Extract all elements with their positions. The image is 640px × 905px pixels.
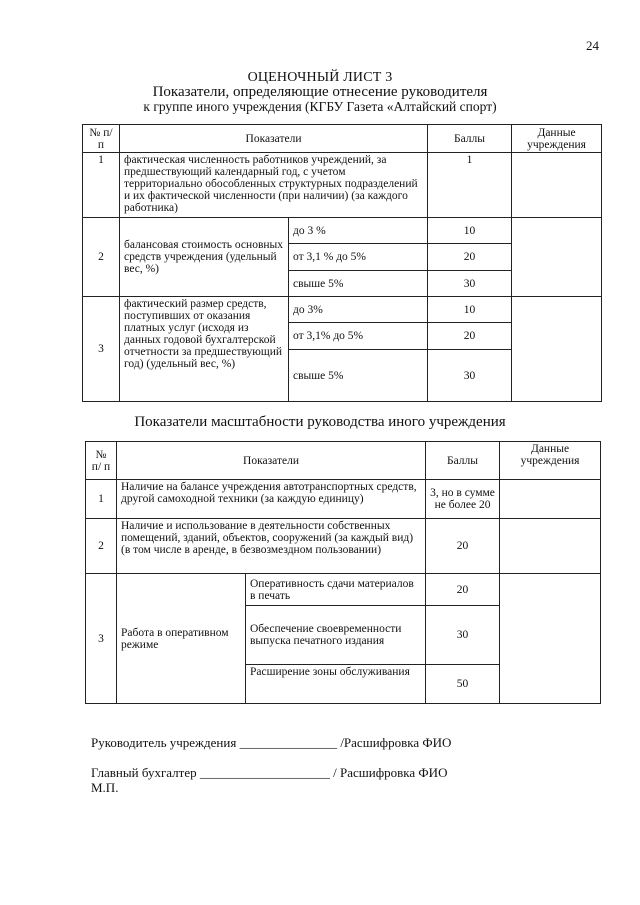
range-label: до 3% (289, 297, 428, 323)
indicator-text: балансовая стоимость основных средств учреждения (удельный вес, %) (120, 218, 289, 297)
accountant-signature-line: Главный бухгалтер ____________________ / Расшифровка ФИО (91, 765, 448, 780)
head-signature-line: Руководитель учреждения _______________ /Расшифровка ФИО (91, 735, 452, 750)
points-value: 10 (428, 218, 512, 244)
range-label: до 3 % (289, 218, 428, 244)
table-row (86, 519, 601, 574)
table-row (86, 480, 601, 519)
points-value: 1 (428, 153, 512, 218)
data-cell (512, 297, 602, 402)
table-row (83, 153, 602, 218)
row-num: 1 (83, 153, 120, 218)
indicator-text: фактический размер средств, поступивших от оказания платных услуг (исходя из данных годовой бухгалтерской отчетности за предшествующий год) (удельный вес, %) (120, 297, 289, 402)
table-row (86, 574, 601, 606)
col-data-header: Данные учреждения (500, 442, 601, 480)
points-value: 10 (428, 297, 512, 323)
points-value: 30 (426, 606, 500, 665)
col-points-header: Баллы (428, 125, 512, 153)
page-number: 24 (586, 38, 599, 53)
range-label: от 3,1 % до 5% (289, 244, 428, 271)
sheet-subtitle-institution: к группе иного учреждения (КГБУ Газета «Алтайский спорт) (143, 99, 497, 114)
col-num-header: № п/ п (86, 442, 117, 480)
data-cell (512, 218, 602, 297)
points-value: 3, но в сумме не более 20 (426, 480, 500, 519)
row-num: 3 (83, 297, 120, 402)
indicator-text: Наличие и использование в деятельности собственных помещений, зданий, объектов, сооружений (за каждый вид) (в том числе в аренде, в безвозмездном пользовании) (117, 519, 426, 574)
data-cell (512, 153, 602, 218)
range-label: свыше 5% (289, 271, 428, 297)
indicator-text: Наличие на балансе учреждения автотранспортных средств, другой самоходной техники (за каждую единицу) (117, 480, 426, 519)
scale-indicators-table (85, 441, 601, 704)
col-indicators-header: Показатели (117, 442, 426, 480)
table-row (83, 218, 602, 244)
data-cell (500, 519, 601, 574)
points-value: 20 (426, 574, 500, 606)
col-points-header: Баллы (426, 442, 500, 480)
indicators-table (82, 124, 602, 402)
table-header-row (86, 442, 601, 480)
sheet-subtitle: Показатели, определяющие отнесение руководителя (152, 84, 488, 100)
points-value: 20 (428, 244, 512, 271)
sub-indicator-label: Оперативность сдачи материалов в печать (246, 574, 426, 606)
points-value: 20 (426, 519, 500, 574)
data-cell (500, 574, 601, 704)
points-value: 20 (428, 323, 512, 350)
points-value: 30 (428, 271, 512, 297)
sheet-title: ОЦЕНОЧНЫЙ ЛИСТ 3 (247, 70, 393, 85)
row-num: 3 (86, 574, 117, 704)
col-data-header: Данные учреждения (512, 125, 602, 153)
data-cell (500, 480, 601, 519)
col-num-header: № п/п (83, 125, 120, 153)
row-num: 2 (83, 218, 120, 297)
section-title: Показатели масштабности руководства иного учреждения (134, 414, 506, 430)
sub-indicator-label: Расширение зоны обслуживания (246, 665, 426, 704)
points-value: 50 (426, 665, 500, 704)
row-num: 1 (86, 480, 117, 519)
table-header-row (83, 125, 602, 153)
indicator-text: фактическая численность работников учреждений, за предшествующий календарный год, с учетом территориально обособленных структурных подразделений и их фактической численности (при наличии) (за каждого работника) (120, 153, 428, 218)
points-value: 30 (428, 350, 512, 402)
indicator-text: Работа в оперативном режиме (117, 574, 246, 704)
range-label: свыше 5% (289, 350, 428, 402)
col-indicators-header: Показатели (120, 125, 428, 153)
table-row (83, 297, 602, 323)
row-num: 2 (86, 519, 117, 574)
stamp-place-label: М.П. (91, 780, 119, 795)
sub-indicator-label: Обеспечение своевременности выпуска печатного издания (246, 606, 426, 665)
range-label: от 3,1% до 5% (289, 323, 428, 350)
